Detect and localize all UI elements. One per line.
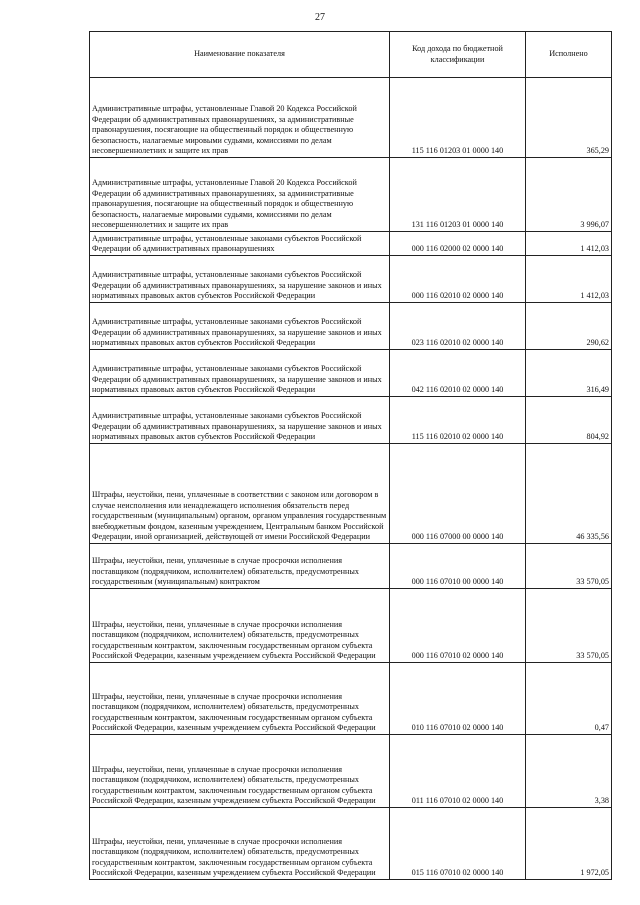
row-name: Административные штрафы, установленные Главой 20 Кодекса Российской Федерации об административных правонарушениях, за административные правонарушения, посягающие на общественный порядок и общественную безопасность, налагаемые мировыми судьями, комиссиями по делам несовершеннолетних и защите их прав [90,158,390,232]
row-amount: 33 570,05 [526,589,612,663]
row-code: 000 116 07000 00 0000 140 [390,444,526,544]
row-amount: 3 996,07 [526,158,612,232]
row-amount: 804,92 [526,397,612,444]
row-code: 115 116 02010 02 0000 140 [390,397,526,444]
row-code: 042 116 02010 02 0000 140 [390,350,526,397]
row-amount: 316,49 [526,350,612,397]
row-code: 000 116 07010 00 0000 140 [390,544,526,589]
row-name: Штрафы, неустойки, пени, уплаченные в случае просрочки исполнения поставщиком (подрядчиком, исполнителем) обязательств, предусмотренных государственным контрактом, заключенным государственным органом субъекта Российской Федерации, казенным учреждением субъекта Российской Федерации [90,735,390,808]
row-code: 000 116 07010 02 0000 140 [390,589,526,663]
row-code: 011 116 07010 02 0000 140 [390,735,526,808]
row-code: 010 116 07010 02 0000 140 [390,663,526,735]
row-name: Штрафы, неустойки, пени, уплаченные в случае просрочки исполнения поставщиком (подрядчиком, исполнителем) обязательств, предусмотренных государственным контрактом, заключенным государственным органом субъекта Российской Федерации, казенным учреждением субъекта Российской Федерации [90,663,390,735]
row-name: Административные штрафы, установленные законами субъектов Российской Федерации об административных правонарушениях, за нарушение законов и иных нормативных правовых актов субъектов Российской Федерации [90,350,390,397]
table-header-row [90,32,612,78]
row-name: Административные штрафы, установленные законами субъектов Российской Федерации об административных правонарушениях, за нарушение законов и иных нормативных правовых актов субъектов Российской Федерации [90,303,390,350]
table-row [90,544,612,589]
table-row [90,444,612,544]
row-name: Штрафы, неустойки, пени, уплаченные в случае просрочки исполнения поставщиком (подрядчиком, исполнителем) обязательств, предусмотренных государственным (муниципальным) контрактом [90,544,390,589]
table-row [90,735,612,808]
table-row [90,158,612,232]
row-name: Штрафы, неустойки, пени, уплаченные в соответствии с законом или договором в случае неисполнения или ненадлежащего исполнения обязательств перед государственным (муниципальным) органом, органом управления государственным внебюджетным фондом, казенным учреждением, Центральным банком Российской Федерации, иной организацией, действующей от имени Российской Федерации [90,444,390,544]
table-row [90,350,612,397]
table-row [90,589,612,663]
table-row [90,663,612,735]
row-amount: 1 412,03 [526,256,612,303]
row-code: 115 116 01203 01 0000 140 [390,78,526,158]
row-amount: 33 570,05 [526,544,612,589]
table-row [90,808,612,880]
row-name: Административные штрафы, установленные законами субъектов Российской Федерации об административных правонарушениях, за нарушение законов и иных нормативных правовых актов субъектов Российской Федерации [90,256,390,303]
table-row [90,397,612,444]
row-code: 023 116 02010 02 0000 140 [390,303,526,350]
row-name: Административные штрафы, установленные Главой 20 Кодекса Российской Федерации об административных правонарушениях, за административные правонарушения, посягающие на общественный порядок и общественную безопасность, налагаемые мировыми судьями, комиссиями по делам несовершеннолетних и защите их прав [90,78,390,158]
row-amount: 1 412,03 [526,232,612,256]
page-number: 27 [315,12,325,23]
revenue-table [89,31,612,880]
row-amount: 0,47 [526,663,612,735]
header-name: Наименование показателя [90,32,390,78]
row-amount: 290,62 [526,303,612,350]
table-row [90,232,612,256]
row-code: 131 116 01203 01 0000 140 [390,158,526,232]
row-amount: 3,38 [526,735,612,808]
header-code: Код дохода по бюджетной классификации [390,32,526,78]
row-amount: 365,29 [526,78,612,158]
table-row [90,78,612,158]
row-code: 015 116 07010 02 0000 140 [390,808,526,880]
row-name: Административные штрафы, установленные законами субъектов Российской Федерации об административных правонарушениях [90,232,390,256]
row-name: Штрафы, неустойки, пени, уплаченные в случае просрочки исполнения поставщиком (подрядчиком, исполнителем) обязательств, предусмотренных государственным контрактом, заключенным государственным органом субъекта Российской Федерации, казенным учреждением субъекта Российской Федерации [90,808,390,880]
table-row [90,303,612,350]
header-executed: Исполнено [526,32,612,78]
row-name: Административные штрафы, установленные законами субъектов Российской Федерации об административных правонарушениях, за нарушение законов и иных нормативных правовых актов субъектов Российской Федерации [90,397,390,444]
row-name: Штрафы, неустойки, пени, уплаченные в случае просрочки исполнения поставщиком (подрядчиком, исполнителем) обязательств, предусмотренных государственным контрактом, заключенным государственным органом субъекта Российской Федерации, казенным учреждением субъекта Российской Федерации [90,589,390,663]
row-amount: 1 972,05 [526,808,612,880]
table-row [90,256,612,303]
row-amount: 46 335,56 [526,444,612,544]
row-code: 000 116 02010 02 0000 140 [390,256,526,303]
row-code: 000 116 02000 02 0000 140 [390,232,526,256]
